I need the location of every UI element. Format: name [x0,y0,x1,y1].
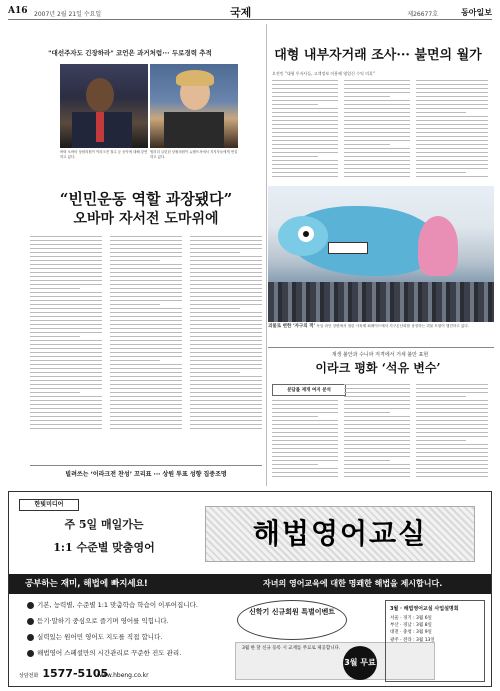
obama-photo [60,64,148,148]
photo-caption-left: 버락 오바마 상원의원이 이라크전 철수 등 공약에 대해 강연하고 있다. [60,150,148,159]
seminar-line: 부산 · 경남 : 3월 8일 [390,623,432,629]
iraq-subhead-box: 분담률 재개 여지 분석 [272,384,346,396]
seminar-line: 광주 · 전라 : 3월 13일 [390,637,435,643]
parade-caption-text: 독일 라인 강변에서 열린 사육제 퍼레이드에서 지구온난화를 상징하는 괴물 모형이 행진하고 있다. [316,324,469,328]
body-text-column [272,80,338,180]
article-headline: “빈민운동 역할 과장됐다” [59,190,233,208]
ad-title: 해법영어교실 [205,506,475,562]
section-title: 국제 [230,6,252,19]
seminar-line: 대전 · 충청 : 3월 9일 [390,630,432,636]
wallstreet-subhead: 오전인 "대형 투자사들, 고객정보 이용해 영업신 수익 의혹" [272,71,375,76]
issue-number: 제26677호 [407,11,438,18]
ad-promo-box: 3월 한 달 신규 등록 시 교재를 무료로 제공합니다. [235,642,435,680]
body-text-column [416,80,488,180]
seminar-title: 3월 · 해법영어교실 사업설명회 [390,606,459,612]
ad-event-oval: 신학기 신규회원 특별이벤트 [237,600,347,640]
body-text-column [110,236,182,432]
column-divider [266,24,267,486]
divider [30,465,262,466]
newspaper-name: 동아일보 [461,8,492,17]
ad-bullet: 기본, 능력별, 수준별 1:1 맞춤학습 학습이 이루어집니다. [27,600,198,609]
related-headline: 빌려쓰는 ‘이라크전 찬성’ 꼬리표 ··· 상원 투표 성향 집중조명 [65,471,227,478]
masthead [8,4,492,20]
body-text-column [416,384,488,480]
clinton-photo [150,64,238,148]
ad-seminar-box [385,600,485,682]
parade-caption [268,324,494,330]
ad-tagline-2: 1:1 수준별 맞춤영어 [53,541,155,554]
ad-band-right: 자녀의 영어교육에 대한 명쾌한 해법을 제시합니다. [263,579,443,588]
ad-band-left: 공부하는 재미, 해법에 빠지세요! [25,579,148,589]
body-text-column [344,80,410,180]
publish-date: 2007년 2월 21일 수요일 [34,11,102,18]
phone-label: 상담전화 [19,673,39,679]
bullet-icon [27,634,34,641]
seminar-line: 서울 · 경기 : 3월 6일 [390,616,432,621]
body-text-column [190,236,262,432]
ad-bullet: 해법영어 스페셜만의 시간관리로 꾸준한 진도 관리. [27,648,181,657]
ad-tagline-1: 주 5일 매일가는 [19,516,189,538]
ad-bullet: 실력있는 원어민 영어도 지도를 직접 합니다. [27,632,162,641]
ad-phone: 상담전화 1577-5105 [19,667,109,680]
ad-band [9,574,491,594]
parade-caption-title: 괴물로 변한 ‘자구의 적’ [268,324,316,329]
page-number: A16 [8,6,28,16]
body-text-column [344,384,410,480]
wallstreet-headline: 대형 내부자거래 조사··· 불면의 월가 [274,48,482,63]
body-text-column [30,236,102,432]
bullet-icon [27,618,34,625]
bullet-icon [27,650,34,657]
ad-bullet: 듣기·말하기 중심으로 즐기며 영어를 익힙니다. [27,616,169,625]
ad-logo: 한빛미디어 [19,499,79,511]
ad-url[interactable]: www.hbeng.co.kr [97,672,149,679]
bullet-icon [27,602,34,609]
iraq-headline: 이라크 평화 ‘석유 변수’ [315,361,441,375]
advertisement[interactable] [8,491,492,687]
divider [268,347,494,348]
iraq-kicker: 재생 불안과 수니파 저격에서 거세 불만 표현 [331,352,429,358]
body-text-column [272,400,338,480]
parade-photo [268,186,494,322]
article-kicker: "대선주자도 긴장하라" 코언은 과거처럼··· 두로경력 추적 [48,49,212,57]
article-subheadline: 오바마 자서전 도마위에 [73,211,219,227]
ad-free-badge: 3월 무료 [343,646,377,680]
photo-caption-right: 힐러리 클린턴 상원의원이 뉴햄프셔에서 지지자들에게 연설하고 있다. [150,150,238,159]
